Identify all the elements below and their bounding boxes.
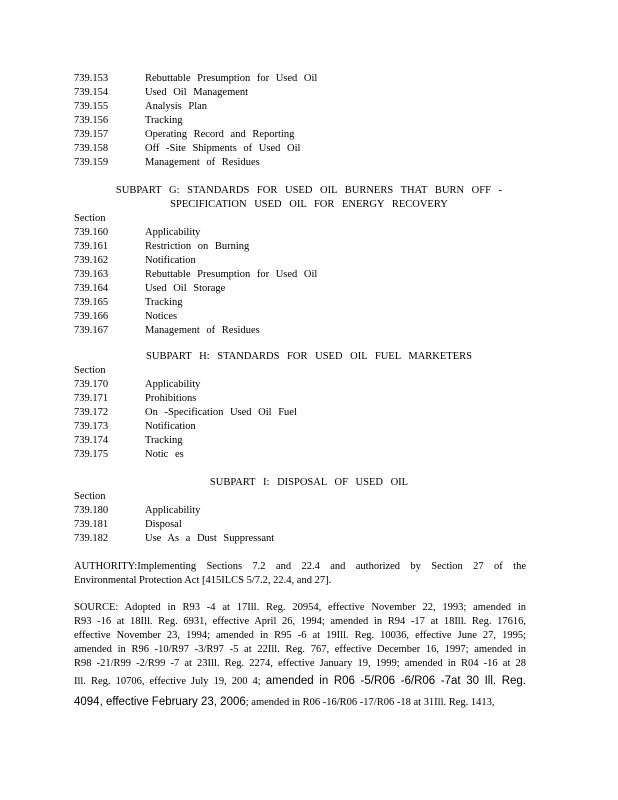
- subpart-i-heading: SUBPART I: DISPOSAL OF USED OIL: [209, 477, 409, 488]
- section-title: Tracking: [145, 115, 183, 126]
- section-title: Notification: [145, 255, 196, 266]
- section-title: Operating Record and Reporting: [145, 129, 295, 140]
- source-line: R98 -21/R99 -2/R99 -7 at 23Ill. Reg. 2274, effective January 19, 1999; amended in R04 -16 at 28: [74, 658, 526, 669]
- section-number: 739.174: [74, 435, 109, 446]
- subpart-g-section-label: Section: [74, 213, 106, 224]
- section-title: Tracking: [145, 435, 183, 446]
- source-line-part: ; amended in R06 -16/R06 -17/R06 -18 at 31Ill. Reg. 1413,: [245, 697, 495, 708]
- source-paragraph: [74, 601, 526, 713]
- section-title: Analysis Plan: [145, 101, 208, 112]
- source-line: effective November 23, 1994; amended in R95 -6 at 19Ill. Reg. 10036, effective June 27, 1995;: [74, 630, 526, 641]
- section-number: 739.182: [74, 533, 109, 544]
- section-title: Used Oil Management: [145, 87, 249, 98]
- subpart-i-section-label: Section: [74, 491, 106, 502]
- section-title: Tracking: [145, 297, 183, 308]
- subpart-g-heading-line1: SUBPART G: STANDARDS FOR USED OIL BURNERS THAT BURN OFF -: [115, 185, 503, 196]
- section-number: 739.159: [74, 157, 109, 168]
- section-title: Used Oil Storage: [145, 283, 226, 294]
- section-number: 739.161: [74, 241, 109, 252]
- section-title: Notification: [145, 421, 196, 432]
- authority-paragraph: [74, 560, 526, 588]
- section-title: Use As a Dust Suppressant: [145, 533, 275, 544]
- section-number: 739.155: [74, 101, 109, 112]
- section-number: 739.175: [74, 449, 109, 460]
- section-number: 739.170: [74, 379, 109, 390]
- source-line: amended in R96 -10/R97 -3/R97 -5 at 22Ill. Reg. 767, effective December 16, 1997; amended in: [74, 644, 526, 655]
- source-line-part: Ill. Reg. 10706, effective July 19, 200 4;: [74, 676, 261, 687]
- section-number: 739.154: [74, 87, 109, 98]
- section-number: 739.156: [74, 115, 109, 126]
- section-title: Management of Residues: [145, 325, 260, 336]
- section-title: Prohibitions: [145, 393, 197, 404]
- section-number: 739.173: [74, 421, 109, 432]
- source-line-part: amended in R06 -5/R06 -6/R06 -7at 30 Ill. Reg.: [265, 675, 527, 687]
- source-line: SOURCE: Adopted in R93 -4 at 17Ill. Reg. 20954, effective November 22, 1993; amended in: [74, 602, 526, 613]
- section-title: Rebuttable Presumption for Used Oil: [145, 73, 318, 84]
- section-number: 739.158: [74, 143, 109, 154]
- section-number: 739.157: [74, 129, 109, 140]
- section-title: Applicability: [145, 505, 201, 516]
- section-number: 739.166: [74, 311, 109, 322]
- section-number: 739.164: [74, 283, 109, 294]
- subpart-h-heading: SUBPART H: STANDARDS FOR USED OIL FUEL MARKETERS: [146, 351, 472, 362]
- section-title: Notic es: [145, 449, 184, 460]
- section-title: Restriction on Burning: [145, 241, 250, 252]
- authority-line: AUTHORITY:Implementing Sections 7.2 and 22.4 and authorized by Section 27 of the: [74, 561, 526, 572]
- section-title: Disposal: [145, 519, 182, 530]
- section-title: Rebuttable Presumption for Used Oil: [145, 269, 318, 280]
- section-title: On -Specification Used Oil Fuel: [145, 407, 297, 418]
- section-number: 739.165: [74, 297, 109, 308]
- section-number: 739.172: [74, 407, 109, 418]
- section-title: Off -Site Shipments of Used Oil: [145, 143, 301, 154]
- source-line-part: 4094, effective February 23, 2006: [74, 696, 246, 708]
- section-number: 739.153: [74, 73, 109, 84]
- source-line: [74, 671, 526, 691]
- section-number: 739.180: [74, 505, 109, 516]
- section-number: 739.167: [74, 325, 109, 336]
- section-title: Applicability: [145, 227, 201, 238]
- section-title: Notices: [145, 311, 178, 322]
- section-number: 739.163: [74, 269, 109, 280]
- source-line: R93 -16 at 18Ill. Reg. 6931, effective April 26, 1994; amended in R94 -17 at 18Ill. Reg. 17616,: [74, 616, 526, 627]
- section-title: Management of Residues: [145, 157, 260, 168]
- section-title: Applicability: [145, 379, 201, 390]
- section-number: 739.181: [74, 519, 109, 530]
- authority-line: Environmental Protection Act [415ILCS 5/7.2, 22.4, and 27].: [74, 575, 332, 586]
- subpart-g-heading-line2: SPECIFICATION USED OIL FOR ENERGY RECOVERY: [170, 199, 448, 210]
- section-number: 739.171: [74, 393, 109, 404]
- source-line: [74, 691, 526, 713]
- subpart-h-section-label: Section: [74, 365, 106, 376]
- section-number: 739.160: [74, 227, 109, 238]
- section-number: 739.162: [74, 255, 109, 266]
